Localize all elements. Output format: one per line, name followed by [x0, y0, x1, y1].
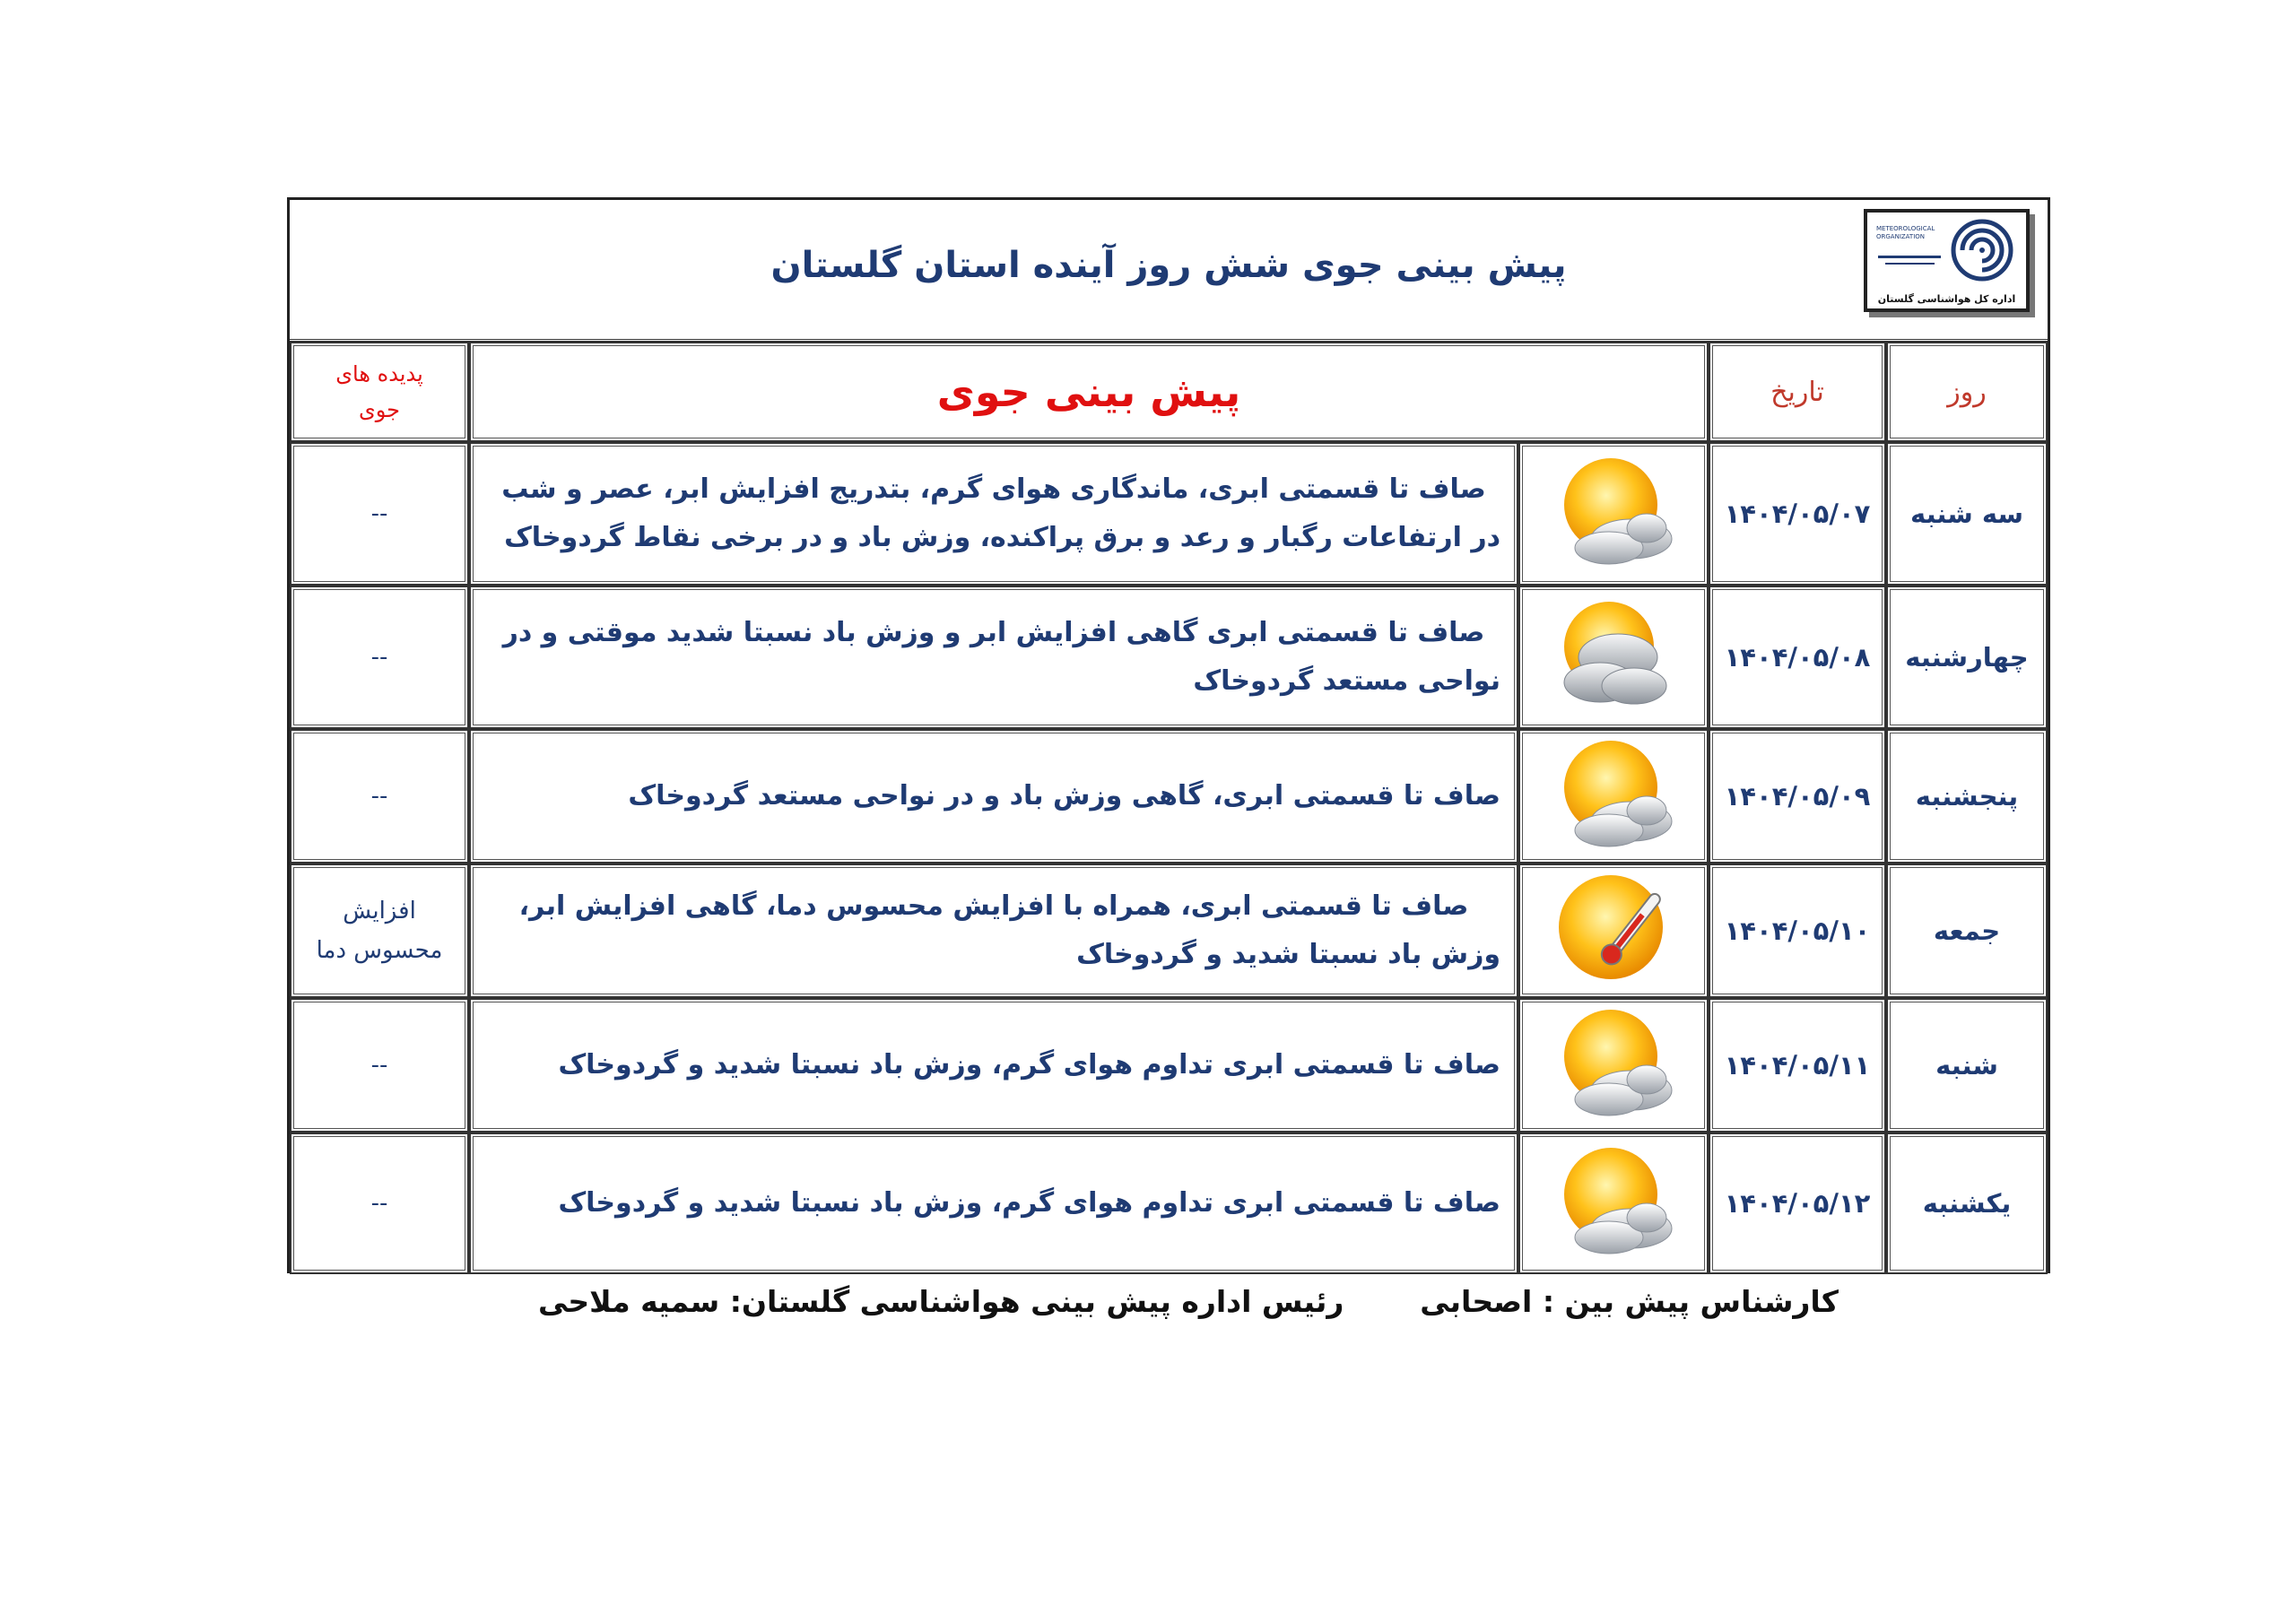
document-title: پیش بینی جوی شش روز آینده استان گلستان	[770, 245, 1567, 286]
row-forecast: صاف تا قسمتی ابری گاهی افزایش ابر و وزش باد نسبتا شدید موقتی و در نواحی مستعد گردوخاک	[469, 586, 1518, 729]
phenomena-value: --	[370, 783, 388, 810]
row-forecast: صاف تا قسمتی ابری، همراه با افزایش محسوس دما، گاهی افزایش ابر، وزش باد نسبتا شدید و گردوخاک	[469, 864, 1518, 998]
row-phenomena	[290, 998, 469, 1133]
table-row	[290, 998, 2048, 1133]
row-date: ۱۴۰۴/۰۵/۱۱	[1709, 998, 1886, 1133]
phenomena-value: --	[370, 644, 388, 671]
row-icon-cell	[1518, 864, 1709, 998]
signature-footer	[538, 1284, 1839, 1338]
partly-cloudy-icon	[1546, 1139, 1681, 1264]
forecast-sheet	[287, 197, 2050, 1273]
logo-caption: اداره کل هواشناسی گلستان	[1877, 293, 2016, 305]
phenomena-line2: محسوس دما	[316, 937, 443, 964]
row-phenomena	[290, 586, 469, 729]
hot-sun-thermometer-icon	[1546, 866, 1681, 992]
row-icon-cell	[1518, 998, 1709, 1133]
table-header-row	[290, 342, 2048, 442]
header-date: تاریخ	[1709, 342, 1886, 442]
row-forecast: صاف تا قسمتی ابری، گاهی وزش باد و در نواحی مستعد گردوخاک	[469, 729, 1518, 864]
sheet-header	[290, 200, 2048, 342]
partly-cloudy-icon	[1546, 1001, 1681, 1126]
cloudy-sun-icon	[1546, 593, 1681, 718]
row-icon-cell	[1518, 586, 1709, 729]
table-row	[290, 586, 2048, 729]
row-day: سه شنبه	[1886, 442, 2048, 586]
row-day: شنبه	[1886, 998, 2048, 1133]
row-phenomena	[290, 864, 469, 998]
header-forecast: پیش بینی جوی	[469, 342, 1709, 442]
header-phenomena-line2: جوی	[358, 397, 401, 422]
header-phenomena	[290, 342, 469, 442]
row-date: ۱۴۰۴/۰۵/۰۹	[1709, 729, 1886, 864]
header-phenomena-line1: پدیده های	[335, 361, 423, 386]
row-forecast: صاف تا قسمتی ابری تداوم هوای گرم، وزش باد نسبتا شدید و گردوخاک	[469, 998, 1518, 1133]
row-day: پنجشنبه	[1886, 729, 2048, 864]
row-phenomena	[290, 1133, 469, 1274]
row-day: یکشنبه	[1886, 1133, 2048, 1274]
partly-cloudy-icon	[1546, 449, 1681, 575]
partly-cloudy-icon	[1546, 732, 1681, 857]
table-row	[290, 442, 2048, 586]
meteorological-logo	[1864, 209, 2030, 312]
row-icon-cell	[1518, 442, 1709, 586]
table-row	[290, 1133, 2048, 1274]
row-date: ۱۴۰۴/۰۵/۱۲	[1709, 1133, 1886, 1274]
forecaster-credit: کارشناس پیش بین : اصحابی	[1420, 1284, 1839, 1319]
row-phenomena	[290, 442, 469, 586]
row-day: چهارشنبه	[1886, 586, 2048, 729]
head-credit: رئیس اداره پیش بینی هواشناسی گلستان: سمیه ملاحی	[538, 1284, 1344, 1319]
row-date: ۱۴۰۴/۰۵/۰۸	[1709, 586, 1886, 729]
row-date: ۱۴۰۴/۰۵/۰۷	[1709, 442, 1886, 586]
logo-org-name: METEOROLOGICAL ORGANIZATION	[1876, 225, 1935, 240]
phenomena-value: --	[370, 500, 388, 527]
row-icon-cell	[1518, 1133, 1709, 1274]
row-icon-cell	[1518, 729, 1709, 864]
header-day: روز	[1886, 342, 2048, 442]
table-row	[290, 864, 2048, 998]
row-forecast: صاف تا قسمتی ابری، ماندگاری هوای گرم، بتدریج افزایش ابر، عصر و شب در ارتفاعات رگبار و رعد و برق پراکنده، وزش باد و در برخی نقاط گردوخاک	[469, 442, 1518, 586]
phenomena-value: --	[370, 1190, 388, 1217]
row-phenomena	[290, 729, 469, 864]
row-date: ۱۴۰۴/۰۵/۱۰	[1709, 864, 1886, 998]
row-day: جمعه	[1886, 864, 2048, 998]
phenomena-value: --	[370, 1052, 388, 1079]
phenomena-line1: افزایش	[343, 898, 416, 924]
forecast-table	[290, 342, 2048, 1274]
row-forecast: صاف تا قسمتی ابری تداوم هوای گرم، وزش باد نسبتا شدید و گردوخاک	[469, 1133, 1518, 1274]
table-row	[290, 729, 2048, 864]
